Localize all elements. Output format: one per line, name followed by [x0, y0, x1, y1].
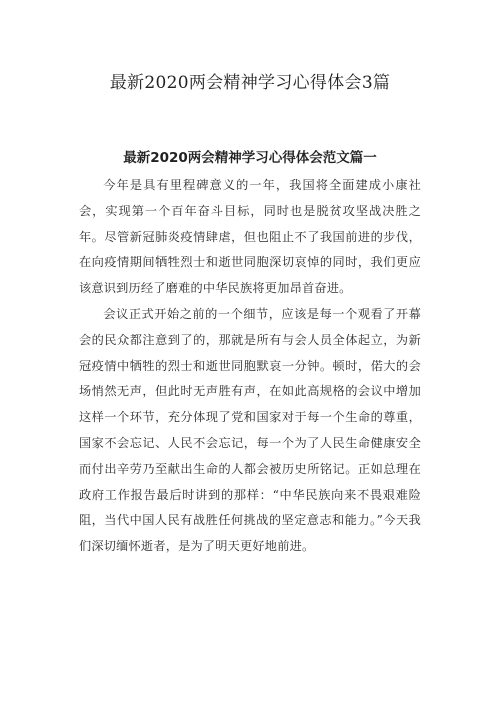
- section-title: 最新2020两会精神学习心得体会范文篇一: [123, 150, 377, 167]
- paragraph-1: 今年是具有里程碑意义的一年，我国将全面建成小康社会，实现第一个百年奋斗目标，同时也是脱贫攻坚战决胜之年。尽管新冠肺炎疫情肆虐，但也阻止不了我国前进的步伐，在向疫情期间牺牲烈士和逝世同胞深切哀悼的同时，我们更应该意识到历经了磨难的中华民族将更加昂首奋进。: [79, 178, 421, 296]
- paragraph-2: 会议正式开始之前的一个细节，应该是每一个观看了开幕会的民众都注意到了的，那就是所有与会人员全体起立，为新冠疫情中牺牲的烈士和逝世同胞默哀一分钟。顿时，偌大的会场悄然无声，但此时无声胜有声，在如此高规格的会议中增加这样一个环节，充分体现了党和国家对于每一个生命的尊重，国家不会忘记、人民不会忘记，每一个为了人民生命健康安全而付出辛劳乃至献出生命的人都会被历史所铭记。正如总理在政府工作报告最后时讲到的那样：“中华民族向来不畏艰难险阻，当代中国人民有战胜任何挑战的坚定意志和能力。”今天我们深切缅怀逝者，是为了明天更好地前进。: [79, 306, 421, 554]
- document-title: 最新2020两会精神学习心得体会3篇: [109, 73, 391, 94]
- body-text: [79, 173, 421, 560]
